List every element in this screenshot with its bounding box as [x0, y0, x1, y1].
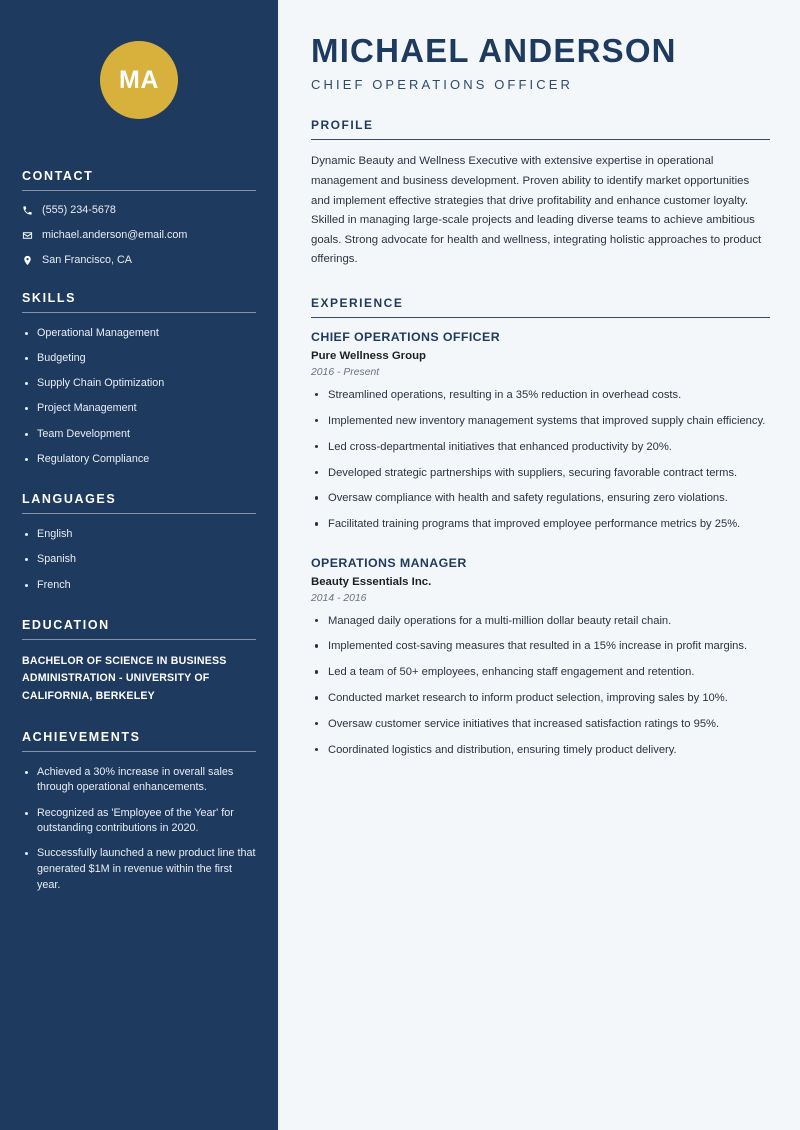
job-bullets	[311, 387, 770, 534]
list-item: Managed daily operations for a multi-million dollar beauty retail chain.	[311, 613, 770, 630]
phone-icon	[22, 205, 42, 216]
avatar-container	[22, 0, 256, 119]
job-company: Beauty Essentials Inc.	[311, 575, 432, 588]
professional-title: CHIEF OPERATIONS OFFICER	[311, 77, 573, 93]
list-item: Spanish	[22, 552, 256, 568]
experience-entry	[311, 330, 770, 534]
avatar: MA	[100, 41, 178, 119]
list-item: Oversaw customer service initiatives that increased satisfaction ratings to 95%.	[311, 716, 770, 733]
contact-row-phone[interactable]	[22, 204, 256, 216]
profile-heading: PROFILE	[311, 118, 374, 133]
experience-entry	[311, 556, 770, 760]
list-item: Oversaw compliance with health and safety regulations, ensuring zero violations.	[311, 490, 770, 507]
job-dates: 2014 - 2016	[311, 592, 367, 604]
profile-divider	[311, 139, 770, 140]
experience-section	[311, 296, 770, 759]
education-divider	[22, 639, 256, 640]
skills-divider	[22, 312, 256, 313]
job-dates: 2016 - Present	[311, 366, 380, 378]
achievements-section	[22, 730, 256, 893]
sidebar	[0, 0, 278, 1130]
location-pin-icon	[22, 255, 42, 266]
list-item: English	[22, 527, 256, 543]
list-item: Conducted market research to inform product selection, improving sales by 10%.	[311, 690, 770, 707]
achievements-divider	[22, 751, 256, 752]
list-item: Led a team of 50+ employees, enhancing staff engagement and retention.	[311, 664, 770, 681]
list-item: Facilitated training programs that improved employee performance metrics by 25%.	[311, 516, 770, 533]
list-item: Supply Chain Optimization	[22, 376, 256, 392]
achievements-heading: ACHIEVEMENTS	[22, 729, 141, 744]
list-item: Implemented cost-saving measures that resulted in a 15% increase in profit margins.	[311, 638, 770, 655]
job-company: Pure Wellness Group	[311, 349, 426, 362]
page-title: MICHAEL ANDERSON	[311, 32, 677, 69]
list-item: Recognized as 'Employee of the Year' for outstanding contributions in 2020.	[22, 806, 256, 837]
languages-divider	[22, 513, 256, 514]
contact-location-value: San Francisco, CA	[42, 254, 133, 266]
education-section	[22, 618, 256, 704]
job-role: CHIEF OPERATIONS OFFICER	[311, 329, 501, 344]
contact-divider	[22, 190, 256, 191]
main-content	[278, 0, 800, 1130]
list-item: Successfully launched a new product line that generated $1M in revenue within the first year.	[22, 846, 256, 893]
list-item: Project Management	[22, 401, 256, 417]
languages-heading: LANGUAGES	[22, 492, 117, 507]
contact-email-value: michael.anderson@email.com	[42, 229, 188, 241]
skills-list	[22, 326, 256, 467]
contact-heading: CONTACT	[22, 169, 94, 183]
skills-heading: SKILLS	[22, 291, 77, 305]
languages-section	[22, 492, 256, 593]
list-item: Implemented new inventory management systems that improved supply chain efficiency.	[311, 413, 770, 430]
contact-row-email[interactable]	[22, 229, 256, 241]
list-item: Budgeting	[22, 351, 256, 367]
skills-section	[22, 291, 256, 467]
achievements-list	[22, 765, 256, 893]
profile-text: Dynamic Beauty and Wellness Executive with extensive expertise in operational management and business development. Proven ability to identify market opportunities and implement effective strategies that drive profitability and enhance customer loyalty. Skilled in managing large-scale projects and leading diverse teams to achieve ambitious goals. Strong advocate for health and wellness, integrating holistic approaches to product offerings.	[311, 155, 762, 266]
experience-divider	[311, 317, 770, 318]
contact-section	[22, 169, 256, 266]
list-item: Streamlined operations, resulting in a 35% reduction in overhead costs.	[311, 387, 770, 404]
list-item: Coordinated logistics and distribution, ensuring timely product delivery.	[311, 742, 770, 759]
list-item: Achieved a 30% increase in overall sales through operational enhancements.	[22, 765, 256, 796]
languages-list	[22, 527, 256, 593]
list-item: Operational Management	[22, 326, 256, 342]
contact-phone-value: (555) 234-5678	[42, 204, 116, 216]
job-bullets	[311, 613, 770, 760]
list-item: Regulatory Compliance	[22, 452, 256, 468]
education-degree: BACHELOR OF SCIENCE IN BUSINESS ADMINISTRATION - UNIVERSITY OF CALIFORNIA, BERKELEY	[22, 655, 227, 702]
contact-row-location[interactable]	[22, 254, 256, 266]
experience-heading: EXPERIENCE	[311, 295, 404, 310]
profile-section	[311, 118, 770, 270]
list-item: French	[22, 578, 256, 594]
list-item: Developed strategic partnerships with suppliers, securing favorable contract terms.	[311, 465, 770, 482]
education-heading: EDUCATION	[22, 618, 110, 633]
list-item: Led cross-departmental initiatives that enhanced productivity by 20%.	[311, 439, 770, 456]
job-role: OPERATIONS MANAGER	[311, 555, 467, 570]
list-item: Team Development	[22, 427, 256, 443]
envelope-icon	[22, 230, 42, 241]
